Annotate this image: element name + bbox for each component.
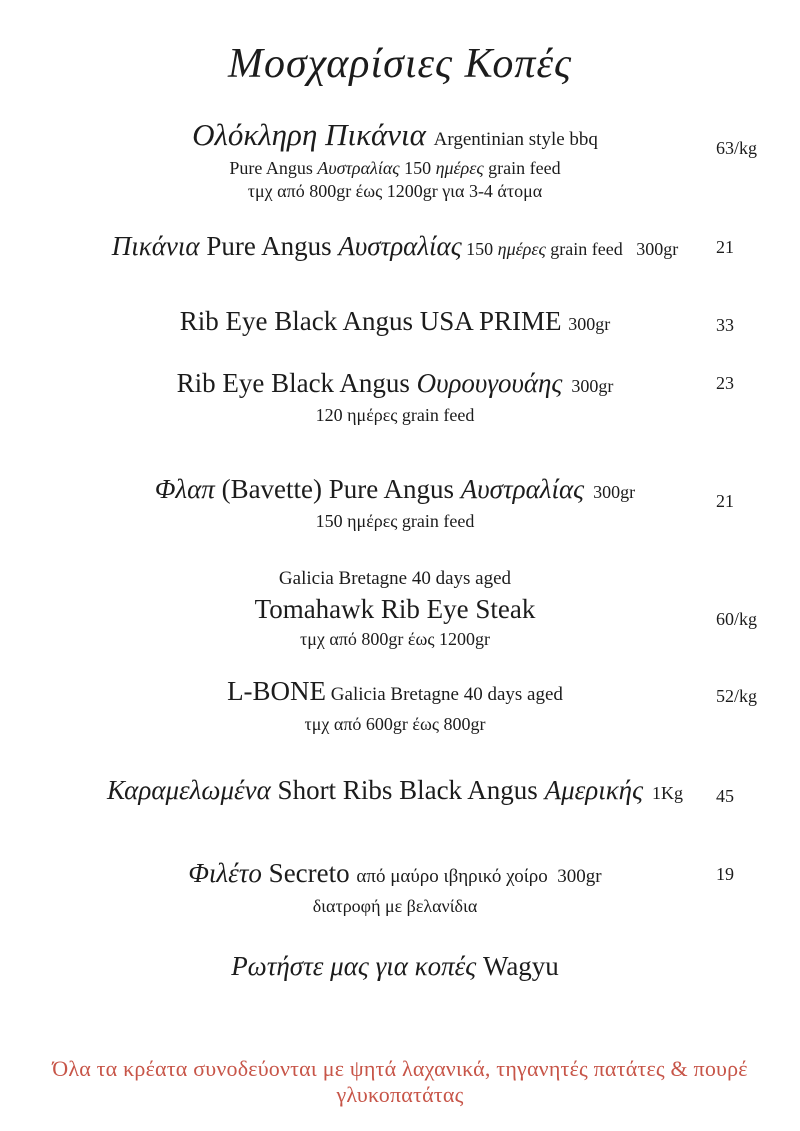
item-text-segment: Ρωτήστε μας για κοπές xyxy=(231,951,477,981)
item-text-segment: Ουρουγουάης xyxy=(416,368,563,398)
item-text-segment: Rib Eye Black Angus USA PRIME xyxy=(179,306,569,336)
item-text-segment: 150 xyxy=(461,239,498,259)
item-text-segment: τμχ από 800gr έως 1200gr για 3-4 άτομα xyxy=(247,181,543,201)
item-text-segment: Αυστραλίας xyxy=(317,158,400,178)
item-text-segment: Καραμελωμένα xyxy=(106,775,271,805)
item-text-segment: 150 ημέρες grain feed xyxy=(315,511,475,531)
item-text-segment: ημέρες xyxy=(435,158,484,178)
item-text-segment: 300gr xyxy=(568,314,611,334)
item-text-segment: grain feed xyxy=(545,239,637,259)
item-text-segment: Rib Eye Black Angus xyxy=(176,368,417,398)
item-line xyxy=(0,713,790,736)
item-text-segment: 300gr xyxy=(562,376,614,396)
item-text-segment: 300gr xyxy=(584,482,636,502)
item-price: 52/kg xyxy=(716,686,758,706)
menu-item-fileto-secreto xyxy=(0,855,790,918)
item-line xyxy=(0,303,790,342)
item-line xyxy=(0,772,790,811)
item-price: 21 xyxy=(716,491,734,511)
menu-item-rib-eye-usa-prime xyxy=(0,303,790,342)
menu-item-flap-bavette xyxy=(0,471,790,533)
menu-item-rib-eye-uruguay xyxy=(0,365,790,427)
item-text-segment: ημέρες xyxy=(497,239,546,259)
item-line xyxy=(0,118,790,157)
item-line xyxy=(0,567,790,591)
item-line xyxy=(0,591,790,628)
item-text-segment: (Bavette) Pure Angus xyxy=(214,474,461,504)
item-text-segment: 150 xyxy=(399,158,436,178)
item-price: 21 xyxy=(716,237,734,257)
item-text-segment: Short Ribs Black Angus xyxy=(270,775,545,805)
footer-sides-note: Όλα τα κρέατα συνοδεύονται με ψητά λαχανικά, τηγανητές πατάτες & πουρέ γλυκοπατάτας xyxy=(52,1056,748,1107)
item-text-segment: Φλαπ xyxy=(154,474,215,504)
item-text-segment: από μαύρο ιβηρικό χοίρο 300gr xyxy=(356,866,602,887)
item-text-segment: Secreto xyxy=(261,858,357,888)
item-line xyxy=(0,404,790,427)
item-text-segment: Argentinian style bbq xyxy=(433,129,598,150)
item-text-segment: διατροφή με βελανίδια xyxy=(312,896,478,916)
item-text-segment: Galicia Bretagne 40 days aged xyxy=(326,684,563,705)
item-text-segment: Tomahawk Rib Eye Steak xyxy=(254,594,536,624)
item-line xyxy=(0,471,790,510)
item-text-segment: Αυστραλίας xyxy=(338,231,462,261)
item-price: 23 xyxy=(716,373,734,393)
item-line xyxy=(0,948,790,985)
item-line xyxy=(0,895,790,918)
menu-item-pikania-pure-angus xyxy=(0,228,790,267)
item-text-segment: L-BONE xyxy=(227,676,327,706)
item-text-segment: Wagyu xyxy=(476,951,559,981)
item-text-segment: 120 ημέρες grain feed xyxy=(315,405,475,425)
menu-section-title: Μοσχαρίσιες Κοπές xyxy=(227,41,573,87)
menu-item-tomahawk-rib-eye xyxy=(0,567,790,651)
item-text-segment: τμχ από 800gr έως 1200gr xyxy=(300,629,490,649)
item-line xyxy=(0,510,790,533)
item-text-segment: Πικάνια xyxy=(111,231,200,261)
item-text-segment: Αμερικής xyxy=(544,775,644,805)
item-text-segment: grain feed xyxy=(483,158,561,178)
item-text-segment: τμχ από 600gr έως 800gr xyxy=(304,714,486,734)
item-text-segment: Galicia Bretagne 40 days aged xyxy=(278,568,512,589)
item-line xyxy=(0,365,790,404)
item-price: 19 xyxy=(716,864,734,884)
item-line xyxy=(0,855,790,895)
item-text-segment: 1Kg xyxy=(643,783,684,803)
menu-item-l-bone xyxy=(0,673,790,736)
menu-item-olokliri-pikania xyxy=(0,118,790,203)
item-line xyxy=(0,628,790,651)
item-price: 60/kg xyxy=(716,609,758,629)
item-price: 33 xyxy=(716,315,734,335)
item-text-segment: Ολόκληρη Πικάνια xyxy=(192,117,434,152)
item-text-segment: Pure Angus xyxy=(199,231,339,261)
item-text-segment: Pure Angus xyxy=(229,158,318,178)
menu-item-short-ribs xyxy=(0,772,790,811)
item-text-segment: 300gr xyxy=(636,239,679,259)
item-text-segment: Αυστραλίας xyxy=(460,474,585,504)
item-line xyxy=(0,157,790,180)
item-price: 45 xyxy=(716,786,734,806)
item-text-segment: Φιλέτο xyxy=(188,858,262,888)
item-line xyxy=(0,180,790,203)
item-price: 63/kg xyxy=(716,138,758,158)
item-line xyxy=(0,673,790,713)
menu-item-wagyu-note xyxy=(0,948,790,985)
item-line xyxy=(0,228,790,267)
